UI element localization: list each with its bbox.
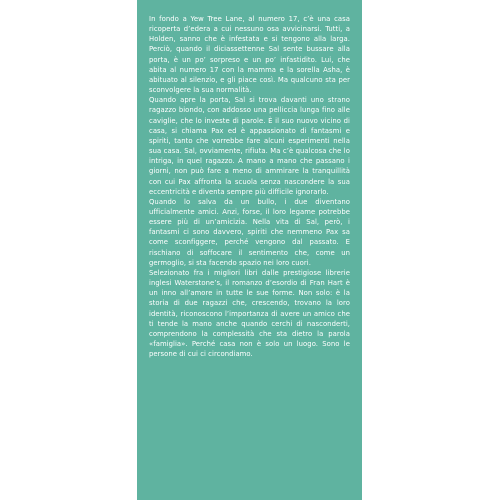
blurb-paragraph-2: Quando apre la porta, Sal si trova davanti uno strano ragazzo biondo, con addosso una pelliccia lunga fino alle caviglie, che lo investe di parole. È il suo nuovo vicino di casa, si chiama Pax ed è appassionato di fantasmi e spiriti, tanto che vorrebbe fare alcuni esperimenti nella sua casa. Sal, ovviamente, rifiuta. Ma c’è qualcosa che lo intriga, in quel ragazzo. A mano a mano che passano i giorni, non può fare a meno di ammirare la tranquillità con cui Pax affronta la scuola senza nascondere la sua eccentricità e diventa sempre più difficile ignorarlo.: [149, 96, 350, 196]
book-flap-panel: [137, 0, 362, 500]
blurb-text: [149, 14, 350, 359]
blurb-paragraph-1: In fondo a Yew Tree Lane, al numero 17, c’è una casa ricoperta d’edera a cui nessuno osa avvicinarsi. Tutti, a Holden, sanno che è infestata e si tengono alla larga. Perciò, quando il diciassettenne Sal sente bussare alla porta, è un po’ sorpreso e un po’ infastidito. Lui, che abita al numero 17 con la mamma e la sorella Asha, è abituato al silenzio, e gli piace così. Ma qualcuno sta per sconvolgere la sua normalità.: [149, 15, 350, 95]
blurb-paragraph-3: Quando lo salva da un bullo, i due diventano ufficialmente amici. Anzi, forse, il loro legame potrebbe essere più di un’amicizia. Nella vita di Sal, però, i fantasmi ci sono davvero, spiriti che nemmeno Pax sa come sconfiggere, perché vengono dal passato. E rischiano di soffocare il sentimento che, come un germoglio, si sta facendo spazio nei loro cuori.: [149, 197, 350, 267]
blurb-paragraph-4: Selezionato fra i migliori libri dalle prestigiose librerie inglesi Waterstone’s, il romanzo d’esordio di Fran Hart è un inno all’amore in tutte le sue forme. Non solo: è la storia di due ragazzi che, crescendo, trovano la loro identità, riconoscono l’importanza di avere un amico che ti tende la mano anche quando cerchi di nasconderti, comprendono la complessità che sta dietro la parola «famiglia». Perché casa non è solo un luogo. Sono le persone di cui ci circondiamo.: [149, 268, 350, 359]
